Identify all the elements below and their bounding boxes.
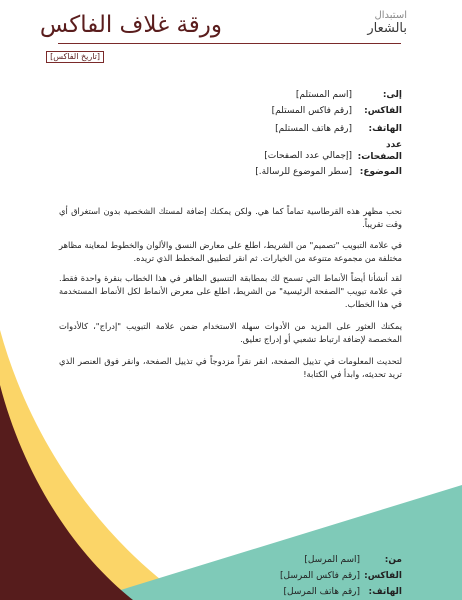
fax-label: الفاكس: [364,106,402,116]
pages-value[interactable]: [إجمالي عدد الصفحات] [264,151,352,161]
sender-phone-label: الهاتف: [368,587,402,597]
header-rule [58,43,401,44]
phone-label: الهاتف: [368,124,402,134]
logo-placeholder[interactable] [355,10,407,36]
to-label: إلى: [382,90,402,100]
fax-date-field[interactable]: [تاريخ الفاكس] [46,51,104,63]
fax-value[interactable]: [رقم فاكس المستلم] [271,106,352,116]
subject-value[interactable]: [سطر الموضوع للرسالة.] [255,167,352,177]
page-title: ورقة غلاف الفاكس [39,12,222,38]
body-paragraph-1[interactable]: نحب مظهر هذه القرطاسية تماماً كما هي. ولكن يمكنك إضافة لمستك الشخصية بدون استغراق أي وقت تقريباً. [59,206,402,229]
from-value[interactable]: [اسم المرسل] [304,555,360,565]
phone-value[interactable]: [رقم هاتف المستلم] [275,124,352,134]
sender-phone-value[interactable]: [رقم هاتف المرسل] [283,587,360,597]
logo-small-text: استبدال [374,10,407,21]
to-value[interactable]: [اسم المستلم] [295,90,352,100]
from-label: من: [384,555,402,565]
sender-fax-value[interactable]: [رقم فاكس المرسل] [280,571,360,581]
teal-wedge [88,485,462,600]
pages-label [358,139,402,163]
subject-label: الموضوع: [359,167,402,177]
body-paragraph-4[interactable]: يمكنك العثور على المزيد من الأدوات سهلة الاستخدام ضمن علامة التبويب "إدراج"، كالأدوات المخصصة لإضافة ارتباط تشعبي أو إدراج تعليق. [59,321,402,344]
pages-label-line1: عدد [386,140,402,150]
body-paragraph-2[interactable]: في علامة التبويب "تصميم" من الشريط، اطلع على معارض النسق والألوان والخطوط لمعاينة مظاهر مختلفة من مجموعة متنوعة من الخيارات. ثم انقر لتطبيق المخطط الذي تريده. [59,240,402,263]
logo-big-text: بالشعار [367,21,407,36]
body-paragraph-5[interactable]: لتحديث المعلومات في تذييل الصفحة، انقر نقراً مزدوجاً في تذييل الصفحة، وانقر فوق العنصر الذي تريد تحديثه، وابدأ في الكتابة! [59,356,402,379]
body-paragraph-3[interactable]: لقد أنشأنا أيضاً الأنماط التي تسمح لك بمطابقة التنسيق الظاهر في هذا الخطاب بنقرة واحدة فقط. في علامة تبويب "الصفحة الرئيسية" من الشريط، اطلع على معرض الأنماط لكل الأنماط المستخدمة في هذا الخطاب. [59,273,402,309]
sender-fax-label: الفاكس: [364,571,402,581]
pages-label-line2: الصفحات: [357,152,402,162]
